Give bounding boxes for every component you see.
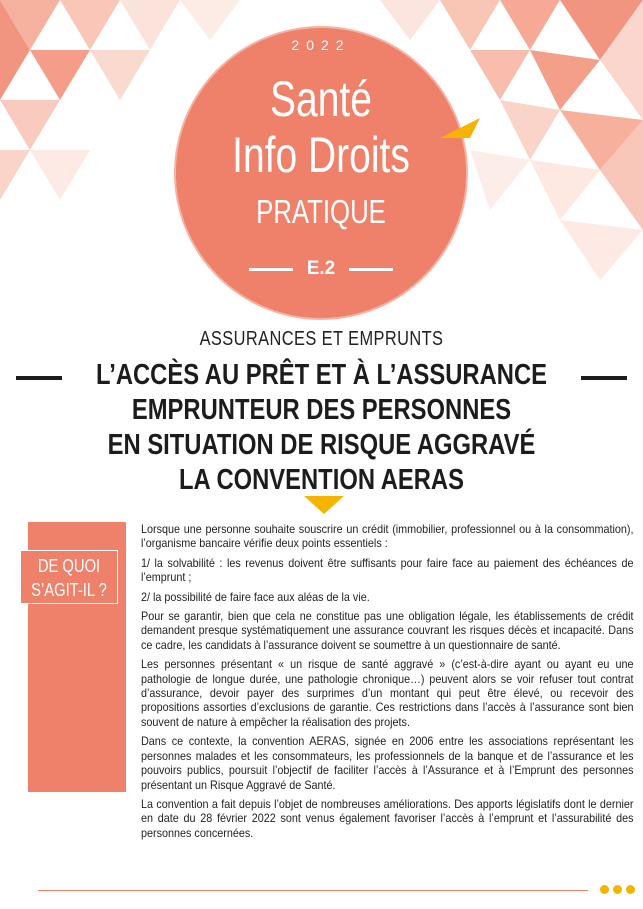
paragraph: Pour se garantir, bien que cela ne constitue pas une obligation légale, les établissements de crédit demandent presque systématiquement une assurance couvrant les risques décès et incapacité. Dans ce cadre, les candidats à l’assurance doivent se soumettre à un questionnaire de santé. bbox=[141, 609, 634, 652]
code-rule-left bbox=[249, 268, 293, 271]
title-dash-left bbox=[16, 376, 62, 380]
dot-icon bbox=[600, 885, 609, 894]
section-subtitle: ASSURANCES ET EMPRUNTS bbox=[199, 328, 444, 350]
year-label: 2022 bbox=[291, 37, 351, 53]
section-label-line-1: DE QUOI bbox=[37, 556, 101, 576]
section-label bbox=[20, 550, 118, 604]
main-title-line-4: LA CONVENTION AERAS bbox=[179, 464, 464, 496]
dot-icon bbox=[613, 885, 622, 894]
main-title-line-2: EMPRUNTEUR DES PERSONNES bbox=[131, 394, 512, 426]
title-line-sante: Santé bbox=[270, 71, 372, 127]
footer-dots bbox=[600, 885, 635, 894]
main-title-line-1: L’ACCÈS AU PRÊT ET À L’ASSURANCE bbox=[96, 359, 547, 391]
down-pointer-icon bbox=[304, 496, 344, 516]
footer-rule bbox=[38, 890, 588, 891]
code-row bbox=[176, 258, 466, 280]
paragraph: Les personnes présentant « un risque de santé aggravé » (c’est-à-dire ayant ou ayant eu une pathologie de longue durée, une pathologie chronique…) peuvent alors se voir refuser tout contrat d’assurance, devoir payer des surprimes d’un montant qui peut être élevé, ou recevoir des propositions assorties d’exclusions de garantie. Ces restrictions dans l’accès à l’assurance sont bien souvent de nature à empêcher la réalisation des projets. bbox=[141, 657, 634, 729]
title-dash-right bbox=[581, 376, 627, 380]
title-line-info-droits: Info Droits bbox=[232, 127, 410, 183]
paragraph: Dans ce contexte, la convention AERAS, signée en 2006 entre les associations représentant les personnes malades et les consommateurs, les professionnels de la banque et de l’assurance et les pouvoirs publics, poursuit l’objectif de faciliter l’accès à l’Assurance et à l’Emprunt des personnes présentant un Risque Aggravé de Santé. bbox=[141, 734, 634, 792]
paragraph: 2/ la possibilité de faire face aux aléas de la vie. bbox=[141, 589, 370, 604]
document-code: E.2 bbox=[306, 258, 336, 279]
section-label-line-2: S’AGIT-IL ? bbox=[31, 580, 107, 600]
dot-icon bbox=[626, 885, 635, 894]
paragraph: 1/ la solvabilité : les revenus doivent être suffisants pour faire face au paiement des échéances de l’emprunt ; bbox=[141, 555, 634, 585]
paragraph: Lorsque une personne souhaite souscrire un crédit (immobilier, professionnel ou à la consommation), l’organisme bancaire vérifie deux points essentiels : bbox=[141, 522, 634, 551]
title-line-pratique: PRATIQUE bbox=[256, 193, 386, 230]
main-title-line-3: EN SITUATION DE RISQUE AGGRAVÉ bbox=[107, 429, 536, 461]
code-rule-right bbox=[349, 268, 393, 271]
paragraph: La convention a fait depuis l’objet de nombreuses améliorations. Des apports législatifs dont le dernier en date du 28 février 2022 sont venus également favoriser l’accès à l’emprunt et l’assurabilité des personnes concernées. bbox=[141, 796, 634, 840]
section-body bbox=[141, 522, 634, 845]
pointer-triangle-icon bbox=[440, 118, 480, 138]
